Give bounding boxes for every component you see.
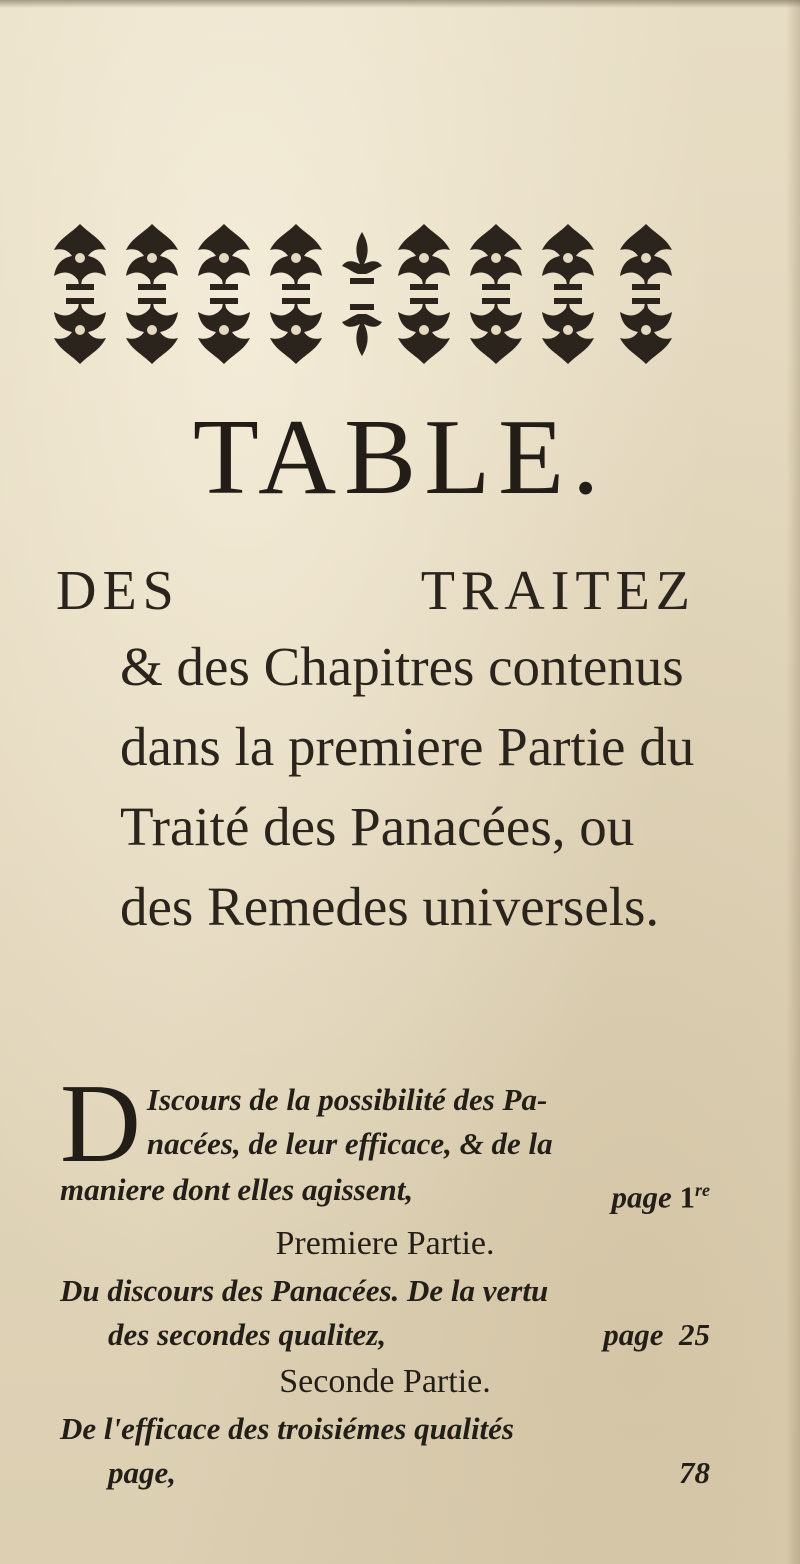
toc-entry-line xyxy=(60,1313,710,1357)
toc-entry-text: maniere dont elles agissent, xyxy=(60,1172,414,1207)
toc-entry-panacees xyxy=(60,1269,710,1357)
toc-entry-discours xyxy=(60,1062,710,1219)
subtitle-rest: & des Chapitres contenus dans la premiere Partie du Traité des Panacées, ou des Remedes universels. xyxy=(120,636,695,937)
part-heading-seconde: Seconde Partie. xyxy=(279,1363,491,1401)
toc-entry-line: Iscours de la possibilité des Pa- xyxy=(146,1082,548,1117)
toc-entry-line: nacées, de leur efficace, & de la xyxy=(146,1126,553,1161)
page-title: TABLE. xyxy=(192,398,608,517)
toc-entry-line xyxy=(60,1168,710,1219)
title-subheading xyxy=(56,555,696,947)
page-label: page xyxy=(603,1317,664,1353)
drop-cap: D xyxy=(60,1062,141,1186)
toc-page-ref xyxy=(603,1313,710,1357)
subtitle-line-1: DES TRAITEZ xyxy=(56,560,696,622)
toc-entry-line xyxy=(60,1451,710,1495)
fleuron-band-icon xyxy=(48,220,688,368)
toc-entry-text: des secondes qualitez, xyxy=(108,1317,387,1353)
page-number-superscript: re xyxy=(695,1180,710,1200)
page-label: page xyxy=(611,1179,672,1215)
page-number: 1 xyxy=(679,1179,695,1215)
table-of-contents xyxy=(60,1062,710,1495)
toc-entry-line: De l'efficace des troisiémes qualités xyxy=(60,1411,514,1447)
page-number: 25 xyxy=(679,1317,710,1353)
toc-entry-text: page, xyxy=(108,1455,177,1491)
toc-page-ref xyxy=(611,1168,710,1219)
page-right-shadow xyxy=(786,0,800,1564)
page-top-shadow xyxy=(0,0,800,8)
part-heading-premiere: Premiere Partie. xyxy=(275,1225,495,1263)
page-number: 78 xyxy=(679,1455,710,1491)
toc-entry-efficace xyxy=(60,1407,710,1495)
toc-entry-line: Du discours des Panacées. De la vertu xyxy=(60,1273,549,1309)
